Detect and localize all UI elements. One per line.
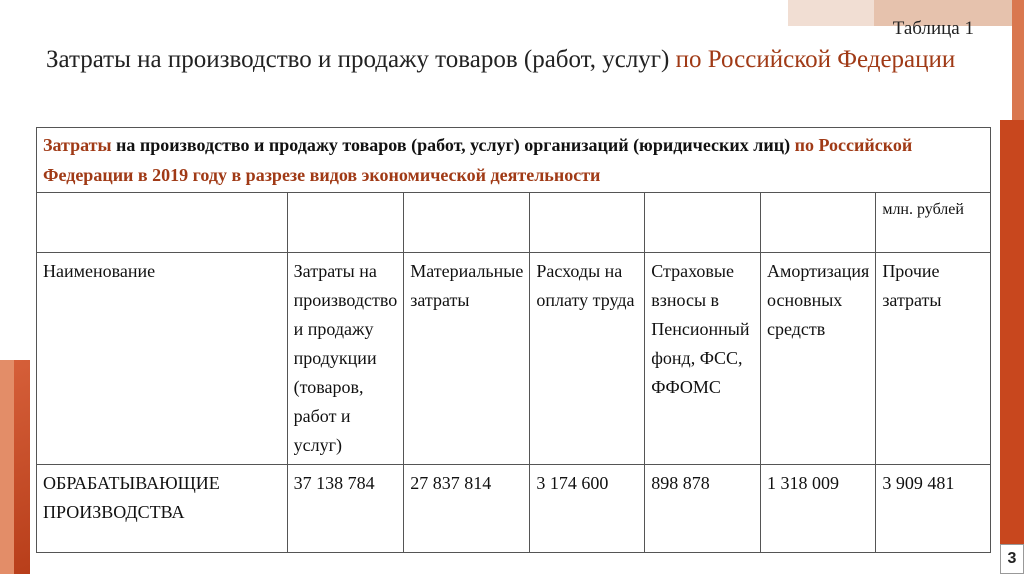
slide-title-main: Затраты на производство и продажу товаров (работ, услуг)	[46, 46, 676, 73]
header-material-costs: Материальные затраты	[404, 253, 530, 465]
table-unit-row	[37, 193, 991, 253]
caption-accent-start: Затраты	[43, 135, 112, 155]
table-header-row	[37, 253, 991, 465]
slide-title	[46, 46, 955, 74]
empty-cell	[404, 193, 530, 253]
empty-cell	[287, 193, 404, 253]
header-name: Наименование	[37, 253, 288, 465]
header-labor-costs: Расходы на оплату труда	[530, 253, 645, 465]
header-other-costs: Прочие затраты	[876, 253, 991, 465]
decor-right-strip	[1012, 0, 1024, 140]
cost-table	[36, 127, 991, 553]
row-other-costs: 3 909 481	[876, 465, 991, 553]
table-row	[37, 465, 991, 553]
caption-middle: на производство и продажу товаров (работ, услуг) организаций (юридических лиц)	[111, 135, 795, 155]
unit-cell: млн. рублей	[876, 193, 991, 253]
decor-left-bar	[0, 360, 30, 574]
table-label: Таблица 1	[892, 18, 974, 39]
table-caption-row	[37, 128, 991, 193]
empty-cell	[761, 193, 876, 253]
row-insurance: 898 878	[645, 465, 761, 553]
page-number: 3	[1000, 544, 1024, 574]
empty-cell	[645, 193, 761, 253]
empty-cell	[530, 193, 645, 253]
row-total-costs: 37 138 784	[287, 465, 404, 553]
row-labor-costs: 3 174 600	[530, 465, 645, 553]
row-depreciation: 1 318 009	[761, 465, 876, 553]
row-name: ОБРАБАТЫВАЮЩИЕ ПРОИЗВОДСТВА	[37, 465, 288, 553]
header-insurance: Страховые взносы в Пенсионный фонд, ФСС, ФФОМС	[645, 253, 761, 465]
table-caption	[37, 128, 991, 193]
empty-cell	[37, 193, 288, 253]
decor-right-bar	[1000, 120, 1024, 574]
caption-accent-end: по Российской Федерации в 2019 году в разрезе видов экономической деятельности	[43, 135, 913, 185]
header-total-costs: Затраты на производство и продажу продукции (товаров, работ и услуг)	[287, 253, 404, 465]
header-depreciation: Амортизация основных средств	[761, 253, 876, 465]
row-material-costs: 27 837 814	[404, 465, 530, 553]
slide-title-accent: по Российской Федерации	[675, 46, 956, 73]
